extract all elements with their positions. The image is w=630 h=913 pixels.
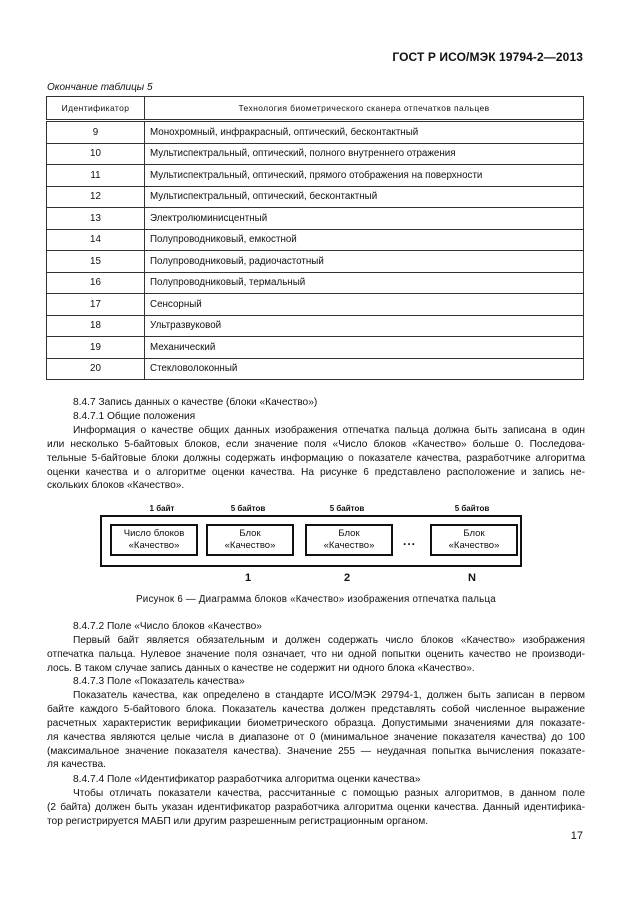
row-id: 12 [47, 186, 145, 208]
row-id: 15 [47, 251, 145, 273]
paragraph-line: скольких блоков «Качество». [47, 480, 185, 492]
paragraph-line: или несколько 5-байтовых блоков, если значение поля «Число блоков «Качество» больше 0. Последова- [47, 438, 585, 450]
paragraph-line: (2 байта) должен быть указан идентификатор разработчика алгоритма оценки качества. Данный идентифика- [47, 801, 585, 813]
row-id: 18 [47, 315, 145, 337]
paragraph-line: лось. В таком случае запись данных о качестве не содержит ни одного блока «Качество». [47, 662, 475, 674]
block-number: 1 [244, 572, 252, 584]
table-row [47, 251, 584, 273]
quality-block [206, 524, 294, 556]
table-row [47, 358, 584, 380]
row-id: 19 [47, 337, 145, 359]
subsection-heading: 8.4.7.1 Общие положения [73, 410, 196, 422]
block-line: «Качество» [224, 540, 276, 551]
table-row [47, 315, 584, 337]
row-id: 20 [47, 358, 145, 380]
row-id: 11 [47, 165, 145, 187]
size-label: 1 байт [149, 504, 175, 513]
row-technology: Электролюминисцентный [145, 208, 584, 230]
table-row [47, 337, 584, 359]
row-technology: Полупроводниковый, радиочастотный [145, 251, 584, 273]
block-line: Блок [239, 528, 261, 539]
row-id: 17 [47, 294, 145, 316]
table-row [47, 165, 584, 187]
section-8-4-7-2 [47, 620, 585, 676]
section-heading: 8.4.7.3 Поле «Показатель качества» [73, 676, 245, 687]
paragraph-line: Первый байт является обязательным и должен содержать число блоков «Качество» изображения [73, 634, 585, 646]
quality-block [305, 524, 393, 556]
table-caption: Окончание таблицы 5 [47, 82, 153, 93]
paragraph-line: байте каждого 5-байтового блока. Показатель качества должен представлять собой численное выражение [47, 703, 585, 715]
block-number: N [468, 572, 476, 584]
count-block [110, 524, 198, 556]
block-line: Число блоков [123, 528, 185, 539]
block-line: «Качество» [448, 540, 500, 551]
row-id: 14 [47, 229, 145, 251]
table-row [47, 272, 584, 294]
row-id: 13 [47, 208, 145, 230]
block-line: «Качество» [128, 540, 180, 551]
row-technology: Монохромный, инфракрасный, оптический, бесконтактный [145, 121, 584, 144]
technology-table [46, 96, 584, 380]
row-technology: Механический [145, 337, 584, 359]
row-id: 10 [47, 143, 145, 165]
size-label: 5 байтов [230, 504, 266, 513]
quality-block [430, 524, 518, 556]
size-label: 5 байтов [454, 504, 490, 513]
block-line: Блок [463, 528, 485, 539]
quality-blocks-diagram [100, 504, 520, 584]
table-row [47, 121, 584, 144]
standard-header: ГОСТ Р ИСО/МЭК 19794-2—2013 [392, 50, 583, 64]
paragraph-line: тор регистрируется МАБП или другим разрешенным регистрационным органом. [47, 815, 429, 827]
block-line: Блок [338, 528, 360, 539]
row-technology: Полупроводниковый, термальный [145, 272, 584, 294]
table-row [47, 229, 584, 251]
paragraph-line: Показатель качества, как определено в стандарте ИСО/МЭК 29794-1, должен быть записан в первом [73, 689, 585, 701]
table-row [47, 208, 584, 230]
size-label: 5 байтов [329, 504, 365, 513]
row-id: 16 [47, 272, 145, 294]
section-heading: 8.4.7.4 Поле «Идентификатор разработчика алгоритма оценки качества» [73, 774, 421, 785]
table-row [47, 186, 584, 208]
paragraph-line: ля качества. [47, 759, 106, 771]
row-technology: Полупроводниковый, емкостной [145, 229, 584, 251]
row-technology: Стекловолоконный [145, 358, 584, 380]
ellipsis: ... [403, 534, 417, 548]
block-number: 2 [343, 572, 351, 584]
row-technology: Ультразвуковой [145, 315, 584, 337]
figure-caption: Рисунок 6 — Диаграмма блоков «Качество» изображения отпечатка пальца [136, 594, 496, 605]
column-header-technology: Технология биометрического сканера отпечатков пальцев [145, 97, 584, 121]
table-header-row [47, 97, 584, 121]
table-row [47, 143, 584, 165]
block-line: «Качество» [323, 540, 375, 551]
section-8-4-7-4 [47, 773, 585, 829]
section-heading: 8.4.7 Запись данных о качестве (блоки «Качество») [73, 397, 318, 408]
paragraph-line: Информация о качестве общих данных изображения отпечатка пальца должна быть записана в один [73, 424, 585, 436]
table-row [47, 294, 584, 316]
paragraph-line: (максимальное значение показателя качества). Значение 255 — неудачная попытка вычисления показате- [47, 745, 585, 757]
section-8-4-7-3 [47, 675, 585, 772]
paragraph-line: оценки качества и о алгоритме оценки качества. На рисунке 6 представлено расположение и запись не- [47, 466, 585, 478]
row-technology: Сенсорный [145, 294, 584, 316]
paragraph-line: Чтобы отличать показатели качества, рассчитанные с помощью разных алгоритмов, в данном поле [73, 787, 585, 799]
section-heading: 8.4.7.2 Поле «Число блоков «Качество» [73, 621, 262, 632]
row-technology: Мультиспектральный, оптический, бесконтактный [145, 186, 584, 208]
paragraph-line: тельные 5-байтовые блоки должны содержать информацию о показателе качества, разработчике алгоритма [47, 452, 585, 464]
paragraph-line: отпечатка пальца. Нулевое значение поля означает, что ни одной попытки оценить качество не производи- [47, 648, 585, 660]
page-number: 17 [570, 830, 583, 842]
column-header-id: Идентификатор [47, 97, 145, 121]
section-8-4-7 [47, 396, 585, 493]
row-id: 9 [47, 121, 145, 144]
row-technology: Мультиспектральный, оптический, прямого отображения на поверхности [145, 165, 584, 187]
paragraph-line: ля качества являются целые числа в диапазоне от 0 (минимальное значение показателя качества) до 100 [47, 731, 585, 743]
row-technology: Мультиспектральный, оптический, полного внутреннего отражения [145, 143, 584, 165]
paragraph-line: расчетных характеристик верификации биометрического образца. Допустимыми значениями для показате- [47, 717, 585, 729]
